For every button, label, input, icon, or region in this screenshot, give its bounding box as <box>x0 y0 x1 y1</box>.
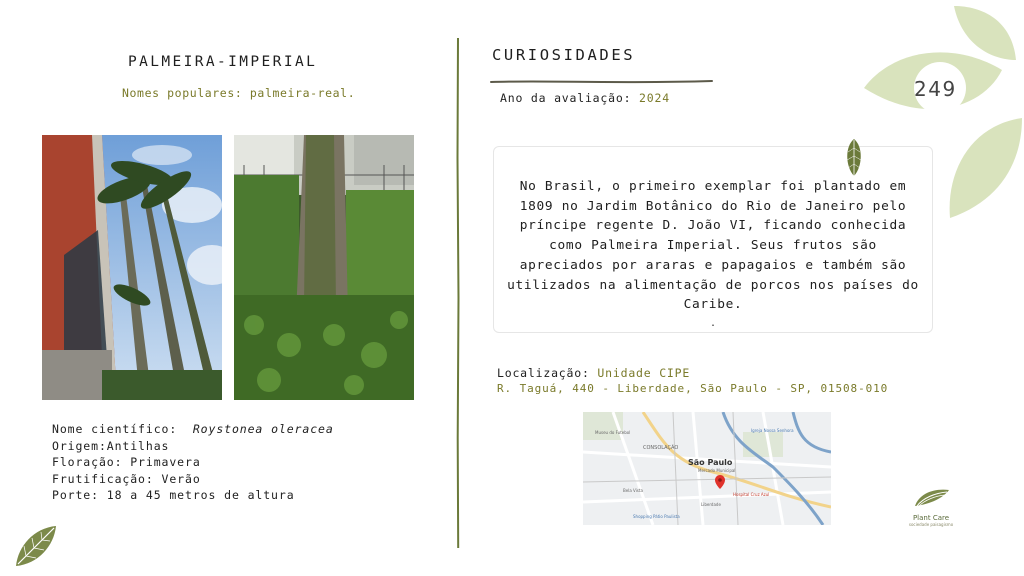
location-label: Localização: <box>497 366 590 380</box>
location-map[interactable] <box>583 412 831 525</box>
map-label-shopping: Shopping Pátio Paulista <box>633 514 680 519</box>
curiosities-title: CURIOSIDADES <box>492 46 636 64</box>
map-city-label: São Paulo <box>688 458 733 467</box>
scientific-label: Nome científico: <box>52 422 178 436</box>
location-unit: Unidade CIPE <box>597 366 691 380</box>
palm-leaf-icon <box>844 138 864 182</box>
title-underline <box>490 70 715 89</box>
address: R. Taguá, 440 - Liberdade, São Paulo - SP, 01508-010 <box>497 382 889 395</box>
origin: Origem:Antilhas <box>52 438 170 453</box>
fruiting: Frutificação: Verão <box>52 471 201 486</box>
year-label: Ano da avaliação: <box>500 91 632 105</box>
plant-care-logo-mark <box>909 486 953 510</box>
evaluation-year <box>500 91 670 105</box>
map-label-igreja: Igreja Nossa Senhora <box>751 428 794 433</box>
map-label-liberdade: Liberdade <box>701 502 721 507</box>
column-divider <box>456 38 460 548</box>
flowering: Floração: Primavera <box>52 455 201 469</box>
brand-tagline: sociedade paisagismo <box>908 522 954 527</box>
card-dot: . <box>710 318 717 329</box>
year-value: 2024 <box>639 91 670 105</box>
leaf-icon <box>12 522 60 574</box>
popular-names: Nomes populares: palmeira-real. <box>122 86 356 100</box>
map-label-museu: Museu do Futebol <box>595 430 631 435</box>
map-label-mercado: Mercado Municipal <box>698 468 736 473</box>
size: Porte: 18 a 45 metros de altura <box>52 488 295 502</box>
map-label-consolacao: CONSOLAÇÃO <box>643 445 679 451</box>
plant-info <box>52 421 334 504</box>
plant-title: PALMEIRA-IMPERIAL <box>128 54 318 70</box>
brand-name: Plant Care <box>912 514 950 522</box>
palm-photo-trunk <box>234 135 414 400</box>
plant-care-logo <box>900 486 962 527</box>
map-label-hospital: Hospital Cruz Azul <box>733 492 770 497</box>
scientific-name: Roystonea oleracea <box>192 422 334 436</box>
location-line <box>497 366 690 380</box>
page-number: 249 <box>914 77 957 101</box>
scientific-name-line <box>52 421 334 438</box>
curiosity-text: No Brasil, o primeiro exemplar foi plantado em 1809 no Jardim Botânico do Rio de Janeiro pelo príncipe regente D. João VI, ficando conhecida como Palmeira Imperial. Seus frutos são apreciados por araras e papagaios e também são utilizados na alimentação de porcos nos países do Caribe. <box>507 179 919 313</box>
map-label-bela-vista: Bela Vista <box>623 488 643 493</box>
palm-photo-sky <box>42 135 222 400</box>
